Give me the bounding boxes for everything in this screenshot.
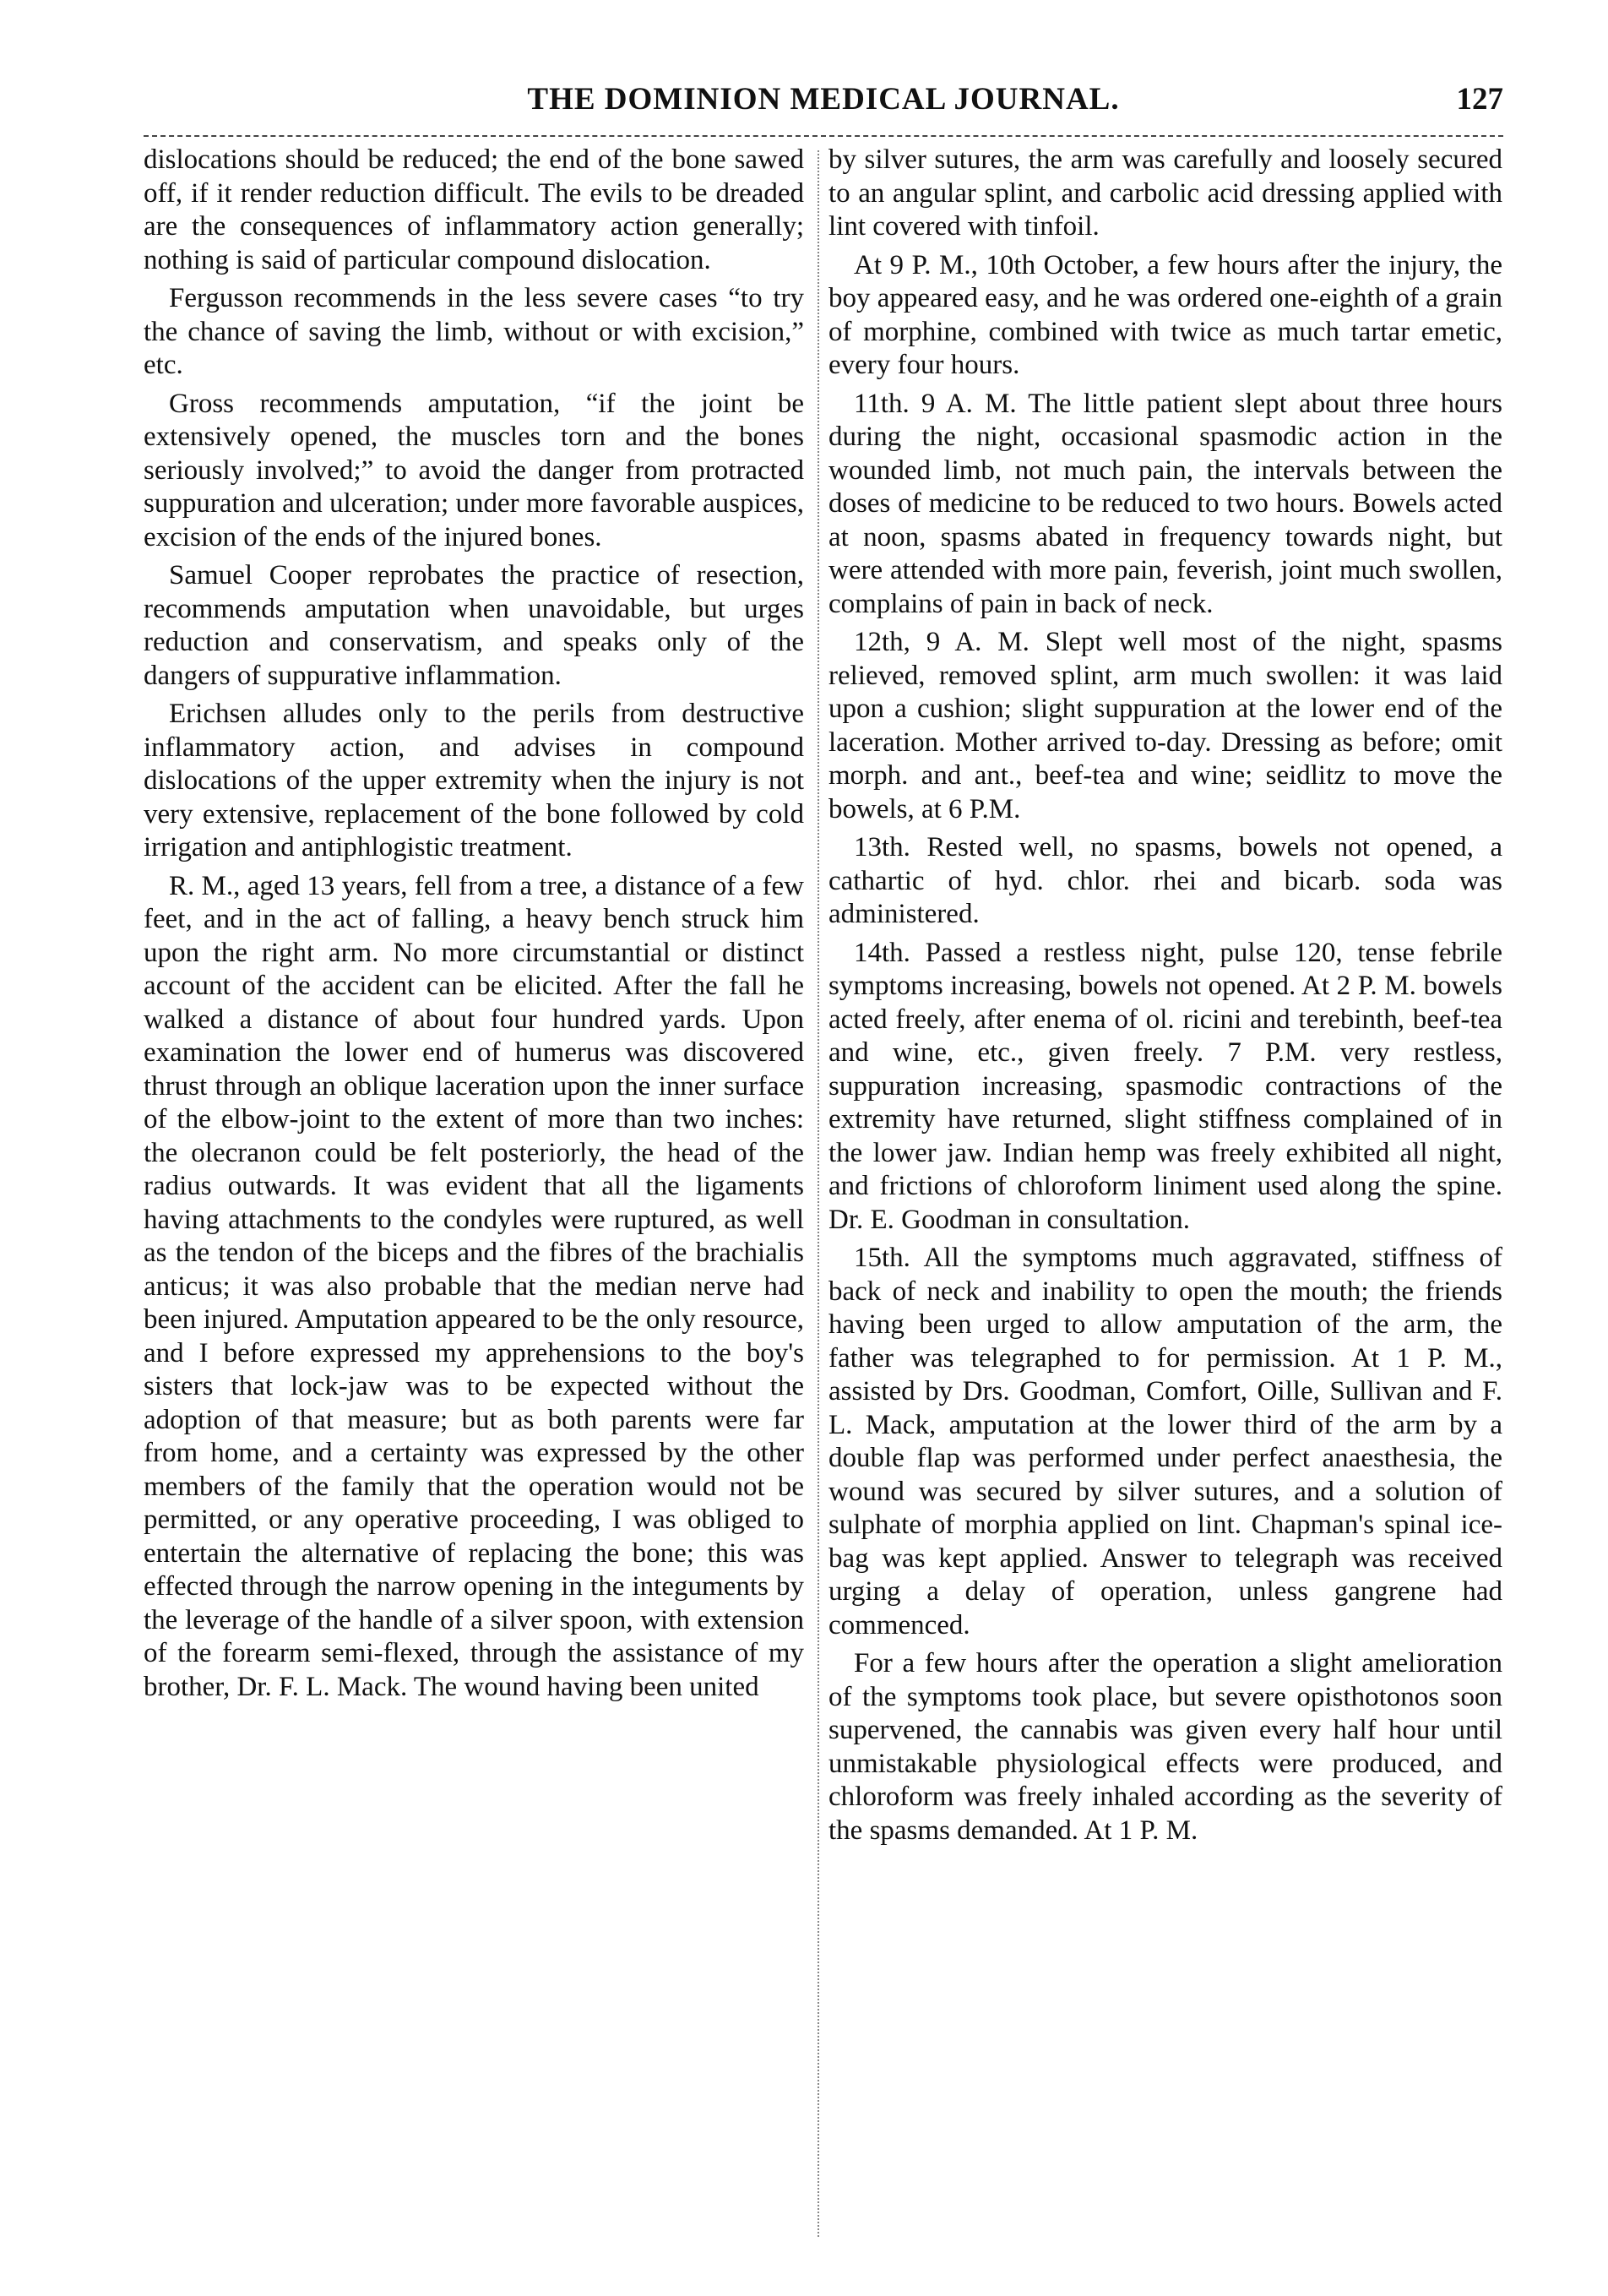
paragraph: Fergusson recommends in the less severe cases “to try the chance of saving the limb, without or with excision,” etc. <box>144 283 804 380</box>
paragraph: Gross recommends amputation, “if the joint be extensively opened, the muscles torn and the bones seriously involved;” to avoid the danger from protracted suppuration and ulceration; under more favorable auspices, excision of the ends of the injured bones. <box>144 388 804 552</box>
page-number: 127 <box>1456 82 1503 117</box>
paragraph: 14th. Passed a restless night, pulse 120, tense febrile symptoms increasing, bowels not opened. At 2 P. M. bowels acted freely, after enema of ol. ricini and terebinth, beef-tea and wine, etc., given freely. 7 P.M. very restless, suppuration increasing, spasmodic contractions of the extremity have returned, slight stiffness complained of in the lower jaw. Indian hemp was freely exhibited all night, and frictions of chloroform liniment used along the spine. Dr. E. Goodman in consultation. <box>828 937 1502 1235</box>
paragraph: Samuel Cooper reprobates the practice of resection, recommends amputation when unavoidable, but urges reduction and conservatism, and speaks only of the dangers of suppurative inflammation. <box>144 560 804 691</box>
paragraph: At 9 P. M., 10th October, a few hours after the injury, the boy appeared easy, and he was ordered one-eighth of a grain of morphine, combined with twice as much tartar emetic, every four hours. <box>828 249 1502 380</box>
paragraph: For a few hours after the operation a slight amelioration of the symptoms took place, but severe opisthotonos soon supervened, the cannabis was given every half hour until unmistakable physiological effects were produced, and chloroform was freely inhaled according as the severity of the spasms demanded. At 1 P. M. <box>828 1648 1502 1846</box>
paragraph: by silver sutures, the arm was carefully and loosely secured to an angular splint, and carbolic acid dressing applied with lint covered with tinfoil. <box>828 144 1502 242</box>
right-column <box>828 144 1502 1853</box>
journal-title: THE DOMINION MEDICAL JOURNAL. <box>527 82 1120 117</box>
paragraph: 11th. 9 A. M. The little patient slept about three hours during the night, occasional spasmodic action in the wounded limb, not much pain, the intervals between the doses of medicine to be reduced to two hours. Bowels acted at noon, spasms abated in frequency towards night, but were attended with more pain, feverish, joint much swollen, complains of pain in back of neck. <box>828 388 1502 619</box>
header-rule <box>144 135 1503 137</box>
paragraph: Erichsen alludes only to the perils from destructive inflammatory action, and advises in compound dislocations of the upper extremity when the injury is not very extensive, replacement of the bone followed by cold irrigation and antiphlogistic treatment. <box>144 699 804 862</box>
left-column <box>144 144 804 1709</box>
paragraph: dislocations should be reduced; the end of the bone sawed off, if it render reduction difficult. The evils to be dreaded are the consequences of inflammatory action generally; nothing is said of particular compound dislocation. <box>144 144 804 275</box>
paragraph: 13th. Rested well, no spasms, bowels not opened, a cathartic of hyd. chlor. rhei and bicarb. soda was administered. <box>828 832 1502 929</box>
running-header <box>144 78 1503 132</box>
paragraph: 12th, 9 A. M. Slept well most of the night, spasms relieved, removed splint, arm much swollen: it was laid upon a cushion; slight suppuration at the lower end of the laceration. Mother arrived to-day. Dressing as before; omit morph. and ant., beef-tea and wine; seidlitz to move the bowels, at 6 P.M. <box>828 627 1502 824</box>
paragraph: 15th. All the symptoms much aggravated, stiffness of back of neck and inability to open the mouth; the friends having been urged to allow amputation of the arm, the father was telegraphed to for permission. At 1 P. M., assisted by Drs. Goodman, Comfort, Oille, Sullivan and F. L. Mack, amputation at the lower third of the arm by a double flap was performed under perfect anaesthesia, the wound was secured by silver sutures, and a solution of sulphate of morphia applied on lint. Chapman's spinal ice-bag was kept applied. Answer to telegraph was received urging a delay of operation, unless gangrene had commenced. <box>828 1243 1502 1640</box>
column-divider <box>818 150 819 2237</box>
paragraph: R. M., aged 13 years, fell from a tree, a distance of a few feet, and in the act of falling, a heavy bench struck him upon the right arm. No more circumstantial or distinct account of the accident can be elicited. After the fall he walked a distance of about four hundred yards. Upon examination the lower end of humerus was discovered thrust through an oblique laceration upon the inner surface of the elbow-joint to the extent of more than two inches: the olecranon could be felt posteriorly, the head of the radius outwards. It was evident that all the ligaments having attachments to the condyles were ruptured, as well as the tendon of the biceps and the fibres of the brachialis anticus; it was also probable that the median nerve had been injured. Amputation appeared to be the only resource, and I before expressed my apprehensions to the boy's sisters that lock-jaw was to be expected without the adoption of that measure; but as both parents were far from home, and a certainty was expressed by the other members of the family that the operation would not be permitted, or any operative proceeding, I was obliged to entertain the alternative of replacing the bone; this was effected through the narrow opening in the integuments by the leverage of the handle of a silver spoon, with extension of the forearm semi-flexed, through the assistance of my brother, Dr. F. L. Mack. The wound having been united <box>144 870 804 1702</box>
